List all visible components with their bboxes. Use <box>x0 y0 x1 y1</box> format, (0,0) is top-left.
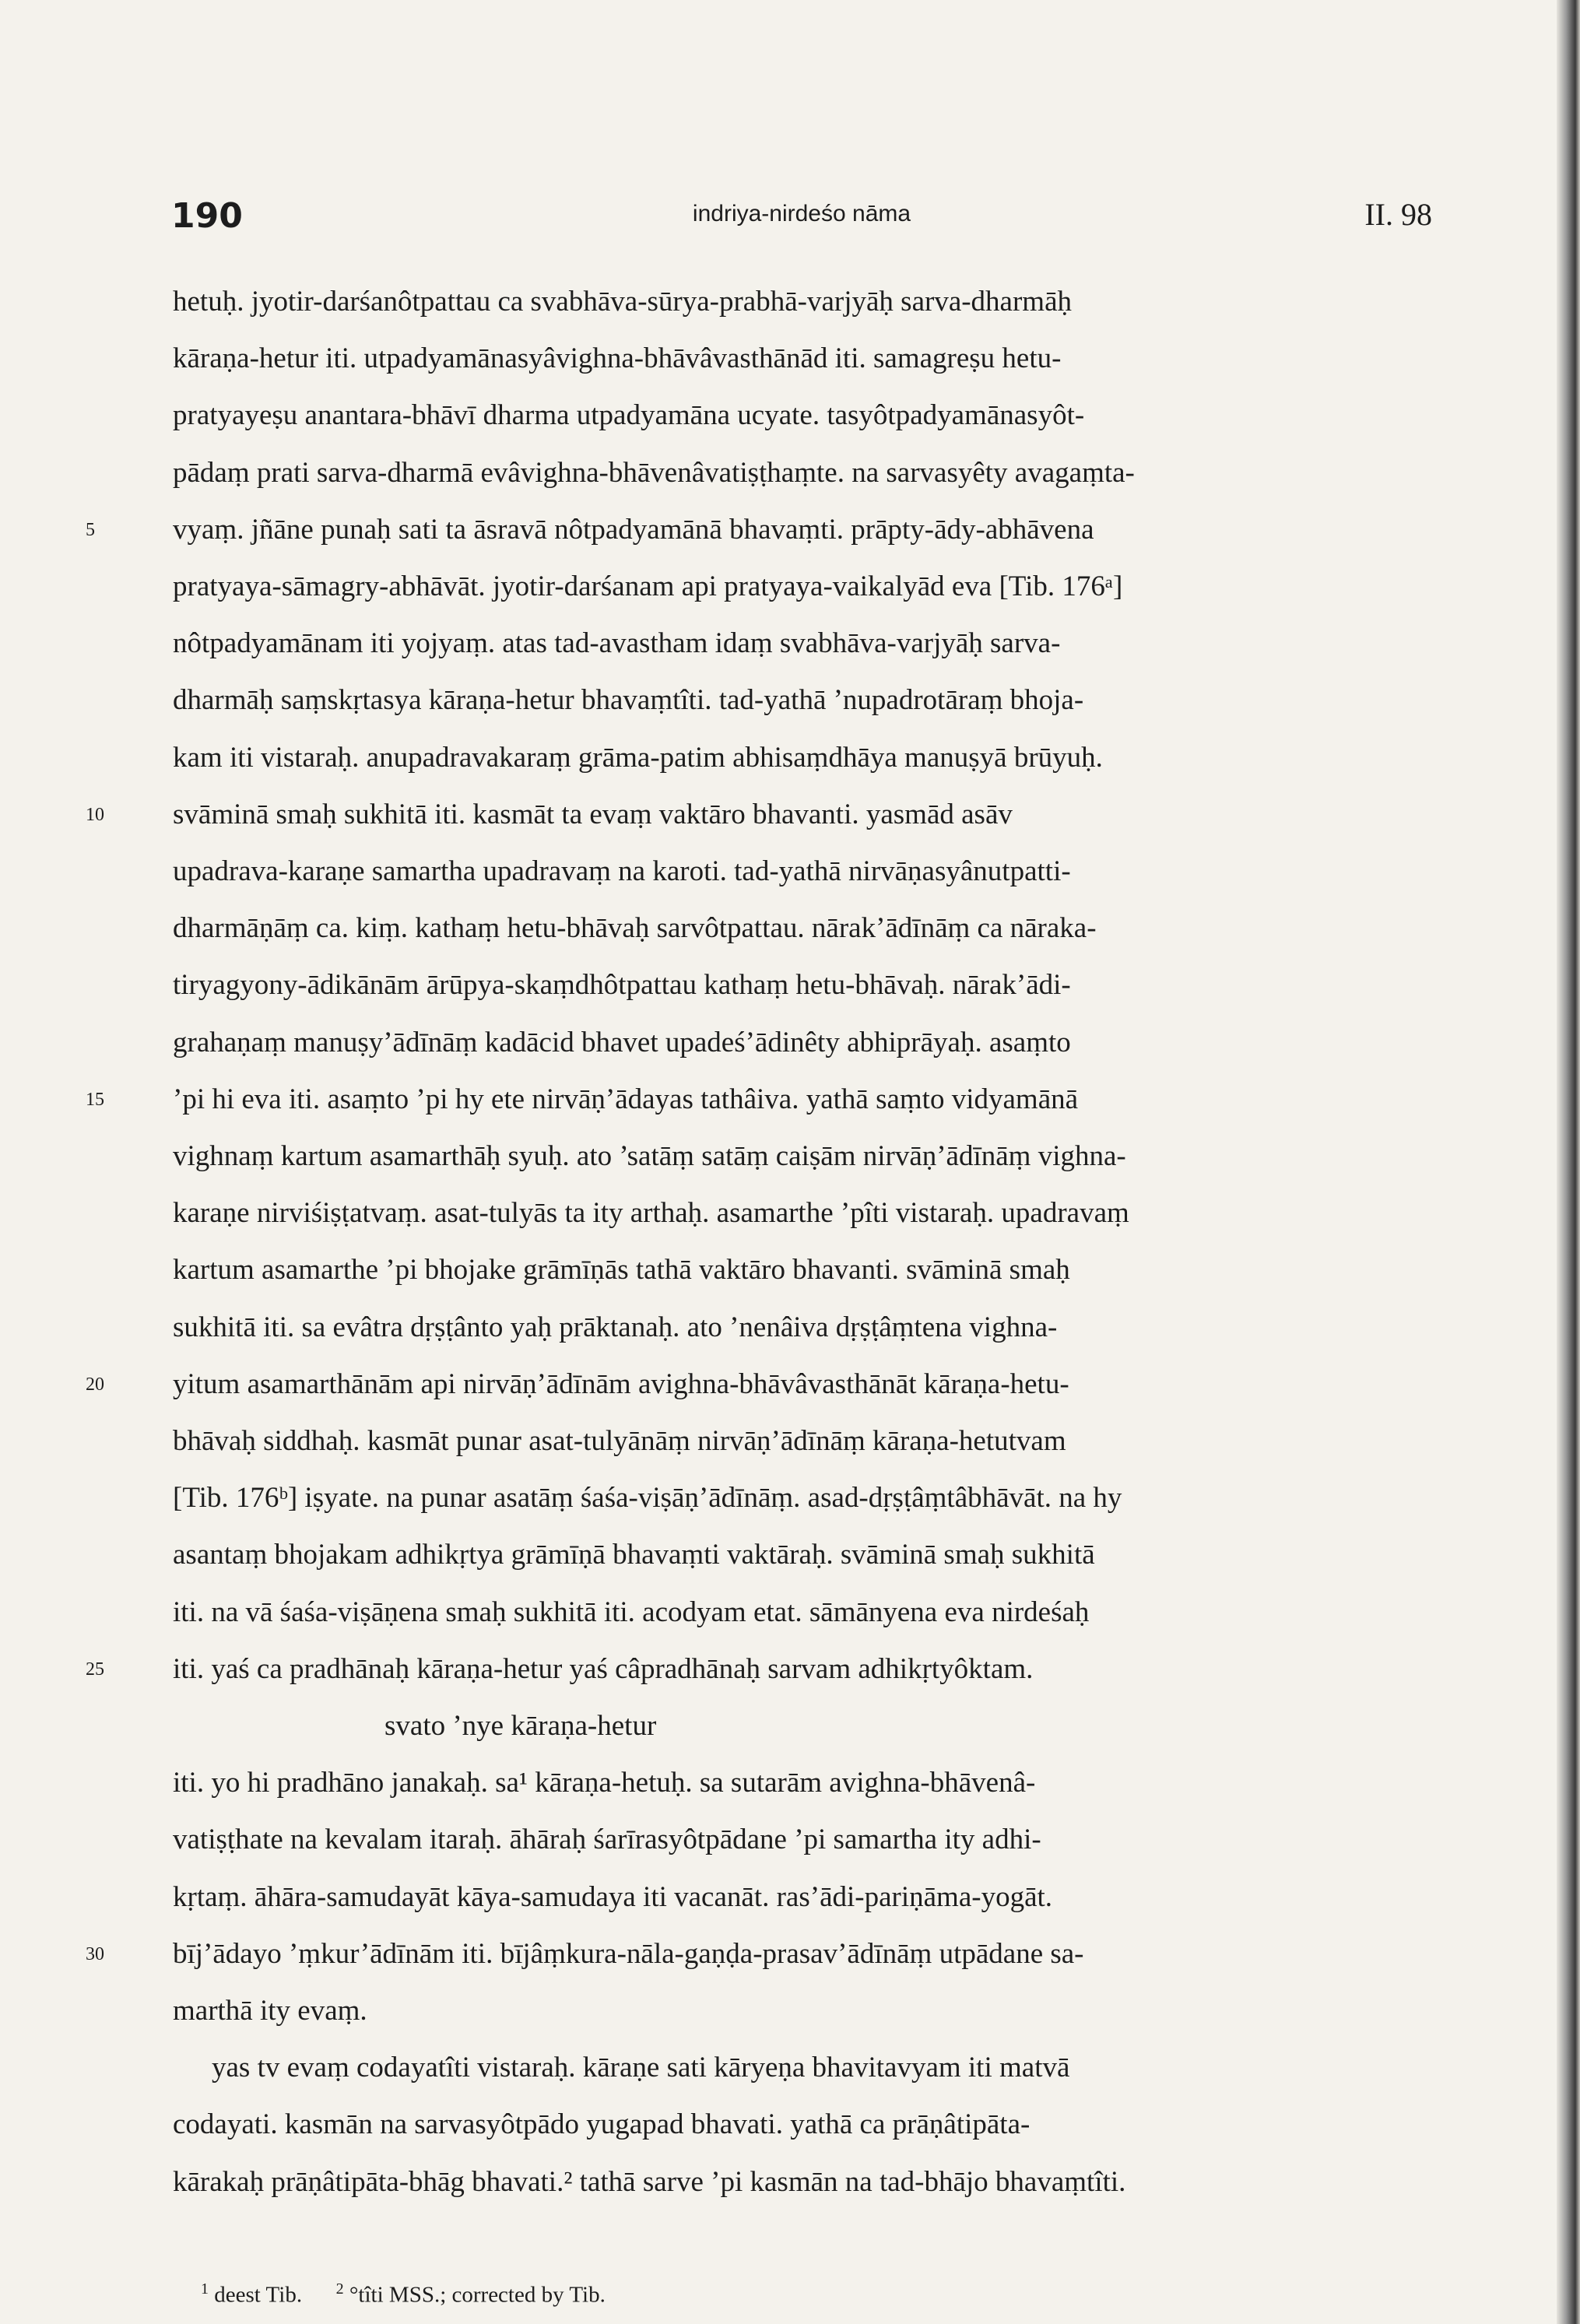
line-text: dharmāṇāṃ ca. kiṃ. kathaṃ hetu-bhāvaḥ sarvôtpattau. nārak’ādīnāṃ ca nāraka- <box>173 912 1097 945</box>
line-text: grahaṇaṃ manuṣy’ādīnāṃ kadācid bhavet upadeś’ādinêty abhiprāyaḥ. asaṃto <box>173 1026 1071 1058</box>
footnote-2-mark: 2 <box>335 2280 344 2298</box>
text-line <box>173 1133 1434 1180</box>
line-text: pratyaya-sāmagry-abhāvāt. jyotir-darśanam api pratyaya-vaikalyād eva [Tib. 176ᵃ] <box>173 570 1123 602</box>
text-line <box>173 620 1434 667</box>
text-line <box>173 1304 1434 1351</box>
line-text: sukhitā iti. sa evâtra dṛṣṭânto yaḥ prāktanaḥ. ato ’nenâiva dṛṣṭâṃtena vighna- <box>173 1311 1058 1343</box>
line-text: hetuḥ. jyotir-darśanôtpattau ca svabhāva-sūrya-prabhā-varjyāḥ sarva-dharmāḥ <box>173 286 1073 318</box>
line-number: 15 <box>86 1089 104 1110</box>
line-text: yas tv evaṃ codayatîti vistaraḥ. kāraṇe sati kāryeṇa bhavitavyam iti matvā <box>212 2052 1070 2084</box>
text-line <box>173 1817 1434 1863</box>
footnotes <box>201 2280 606 2308</box>
text-line <box>173 279 1434 325</box>
line-text: vyaṃ. jñāne punaḥ sati ta āsravā nôtpadyamānā bhavaṃti. prāpty-ādy-abhāvena <box>173 513 1094 546</box>
text-line <box>173 335 1434 382</box>
line-text: nôtpadyamānam iti yojyaṃ. atas tad-avastham idaṃ svabhāva-varjyāḥ sarva- <box>173 627 1061 660</box>
line-text: yitum asamarthānām api nirvāṇ’ādīnām avighna-bhāvâvasthānāt kāraṇa-hetu- <box>173 1367 1069 1400</box>
footnote-2-text: °tîti MSS.; corrected by Tib. <box>349 2282 606 2308</box>
footnote-1-mark: 1 <box>201 2280 209 2298</box>
text-line <box>86 507 1434 553</box>
text-line <box>173 1589 1434 1636</box>
line-text: iti. na vā śaśa-viṣāṇena smaḥ sukhitā iti. acodyam etat. sāmānyena eva nirdeśaḥ <box>173 1596 1090 1628</box>
page-number: 190 <box>171 196 243 236</box>
line-text: kāraṇa-hetur iti. utpadyamānasyâvighna-bhāvâvasthānād iti. samagreṣu hetu- <box>173 342 1062 375</box>
line-number: 30 <box>86 1943 104 1964</box>
line-text: codayati. kasmān na sarvasyôtpādo yugapad bhavati. yathā ca prāṇâtipāta- <box>173 2108 1031 2141</box>
line-text: upadrava-karaṇe samartha upadravaṃ na karoti. tad-yathā nirvāṇasyânutpatti- <box>173 855 1071 887</box>
text-line <box>173 1874 1434 1921</box>
line-text: svāminā smaḥ sukhitā iti. kasmāt ta evaṃ vaktāro bhavanti. yasmād asāv <box>173 798 1013 830</box>
line-text: bīj’ādayo ’ṃkur’ādīnām iti. bījâṃkura-nāla-gaṇḍa-prasav’ādīnāṃ utpādane sa- <box>173 1937 1084 1970</box>
line-text: ’pi hi eva iti. asaṃto ’pi hy ete nirvāṇ’ādayas tathâiva. yathā saṃto vidyamānā <box>173 1083 1079 1115</box>
running-header <box>171 196 1432 243</box>
text-line <box>212 2045 1473 2091</box>
line-text: kārakaḥ prāṇâtipāta-bhāg bhavati.² tathā sarve ’pi kasmān na tad-bhājo bhavaṃtîti. <box>173 2165 1126 2198</box>
text-line <box>173 677 1434 724</box>
line-text: marthā ity evaṃ. <box>173 1995 367 2027</box>
footnote-1-text: deest Tib. <box>214 2282 303 2308</box>
section-reference: II. 98 <box>1364 197 1432 232</box>
text-line <box>86 792 1434 838</box>
text-line <box>173 450 1434 497</box>
line-text: kṛtaṃ. āhāra-samudayāt kāya-samudaya iti vacanāt. ras’ādi-pariṇāma-yogāt. <box>173 1880 1053 1913</box>
line-text: svato ’nye kāraṇa-hetur <box>384 1710 657 1742</box>
text-line <box>173 1418 1434 1465</box>
line-text: bhāvaḥ siddhaḥ. kasmāt punar asat-tulyānāṃ nirvāṇ’ādīnāṃ kāraṇa-hetutvam <box>173 1425 1066 1457</box>
text-line <box>173 735 1434 781</box>
text-line <box>173 1532 1434 1578</box>
line-text: kartum asamarthe ’pi bhojake grāmīṇās tathā vaktāro bhavanti. svāminā smaḥ <box>173 1254 1070 1287</box>
text-line <box>173 1020 1434 1066</box>
line-text: tiryagyony-ādikānām ārūpya-skaṃdhôtpattau kathaṃ hetu-bhāvaḥ. nārak’ādi- <box>173 969 1071 1002</box>
text-line <box>173 848 1434 895</box>
text-line <box>384 1703 1580 1750</box>
line-text: pādaṃ prati sarva-dharmā evâvighna-bhāvenâvatiṣṭhaṃte. na sarvasyêty avagaṃta- <box>173 456 1135 489</box>
line-text: iti. yo hi pradhāno janakaḥ. sa¹ kāraṇa-hetuḥ. sa sutarām avighna-bhāvenâ- <box>173 1767 1036 1799</box>
text-line <box>173 1190 1434 1237</box>
text-line <box>173 905 1434 952</box>
text-line <box>173 1247 1434 1294</box>
line-number: 25 <box>86 1659 104 1680</box>
line-text: pratyayeṣu anantara-bhāvī dharma utpadyamāna ucyate. tasyôtpadyamānasyôt- <box>173 399 1085 432</box>
line-text: vighnaṃ kartum asamarthāḥ syuḥ. ato ’satāṃ satāṃ caiṣām nirvāṇ’ādīnāṃ vighna- <box>173 1140 1126 1172</box>
text-line <box>173 1475 1434 1522</box>
line-text: asantaṃ bhojakam adhikṛtya grāmīṇā bhavaṃti vaktāraḥ. svāminā smaḥ sukhitā <box>173 1539 1095 1571</box>
text-line <box>86 1361 1434 1408</box>
line-text: iti. yaś ca pradhānaḥ kāraṇa-hetur yaś câpradhānaḥ sarvam adhikṛtyôktam. <box>173 1652 1034 1685</box>
running-title: indriya-nirdeśo nāma <box>692 201 911 226</box>
text-line <box>173 1760 1434 1806</box>
text-line <box>86 1931 1434 1978</box>
text-line <box>173 2101 1434 2148</box>
scan-edge <box>1557 0 1580 2324</box>
line-number: 10 <box>86 804 104 825</box>
line-number: 20 <box>86 1374 104 1395</box>
text-line <box>173 563 1434 610</box>
text-line <box>173 392 1434 439</box>
text-line <box>86 1646 1434 1693</box>
text-line <box>173 962 1434 1009</box>
line-text: karaṇe nirviśiṣṭatvaṃ. asat-tulyās ta ity arthaḥ. asamarthe ’pîti vistaraḥ. upadravaṃ <box>173 1197 1129 1230</box>
text-line <box>173 1988 1434 2034</box>
line-text: kam iti vistaraḥ. anupadravakaraṃ grāma-patim abhisaṃdhāya manuṣyā brūyuḥ. <box>173 741 1103 774</box>
line-text: vatiṣṭhate na kevalam itaraḥ. āhāraḥ śarīrasyôtpādane ’pi samartha ity adhi- <box>173 1824 1041 1856</box>
line-number: 5 <box>86 519 95 540</box>
text-line <box>86 1076 1434 1123</box>
text-line <box>173 2159 1434 2206</box>
line-text: dharmāḥ saṃskṛtasya kāraṇa-hetur bhavaṃtîti. tad-yathā ’nupadrotāraṃ bhoja- <box>173 684 1084 717</box>
line-text: [Tib. 176ᵇ] iṣyate. na punar asatāṃ śaśa-viṣāṇ’ādīnāṃ. asad-dṛṣṭâṃtâbhāvāt. na hy <box>173 1482 1122 1515</box>
